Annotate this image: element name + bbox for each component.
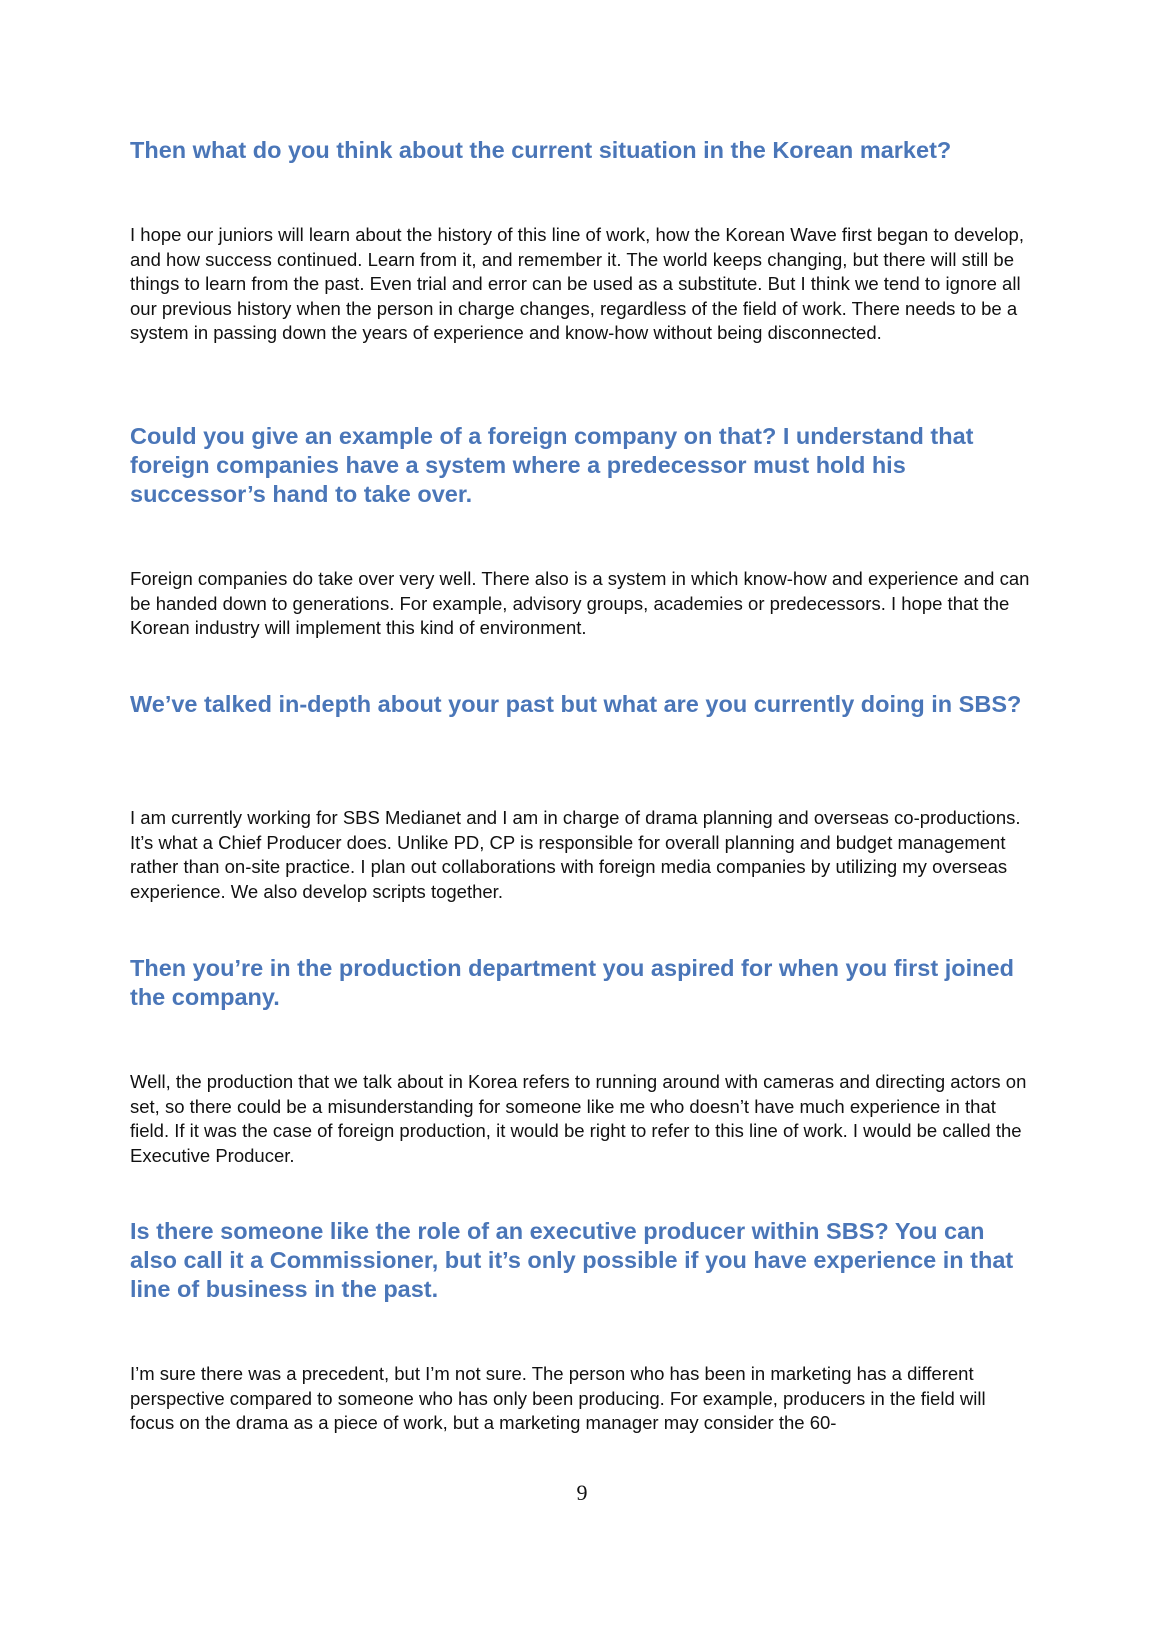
question-heading: We’ve talked in-depth about your past but what are you currently doing in SBS? (130, 691, 1022, 717)
answer-paragraph: Well, the production that we talk about in Korea refers to running around with cameras and directing actors on set, so there could be a misunderstanding for someone like me who doesn’t have much experience in that field. If it was the case of foreign production, it would be right to refer to this line of work. I would be called the Executive Producer. (130, 1071, 1027, 1166)
question-heading: Could you give an example of a foreign company on that? I understand that foreign companies have a system where a predecessor must hold his successor’s hand to take over. (130, 423, 974, 507)
answer-paragraph: I am currently working for SBS Medianet and I am in charge of drama planning and overseas co-productions. It’s what a Chief Producer does. Unlike PD, CP is responsible for overall planning and budget management rather than on-site practice. I plan out collaborations with foreign media companies by utilizing my overseas experience. We also develop scripts together. (130, 807, 1021, 902)
answer-paragraph: I hope our juniors will learn about the history of this line of work, how the Korean Wave first began to develop, and how success continued. Learn from it, and remember it. The world keeps changing, but there will still be things to learn from the past. Even trial and error can be used as a substitute. But I think we tend to ignore all our previous history when the person in charge changes, regardless of the field of work. There needs to be a system in passing down the years of experience and know-how without being disconnected. (130, 224, 1024, 343)
answer-paragraph: I’m sure there was a precedent, but I’m not sure. The person who has been in marketing has a different perspective compared to someone who has only been producing. For example, producers in the field will focus on the drama as a piece of work, but a marketing manager may consider the 60- (130, 1363, 986, 1433)
question-heading: Then what do you think about the current situation in the Korean market? (130, 137, 952, 163)
question-heading: Is there someone like the role of an executive producer within SBS? You can also call it a Commissioner, but it’s only possible if you have experience in that line of business in the past. (130, 1218, 1014, 1302)
question-heading: Then you’re in the production department you aspired for when you first joined the company. (130, 955, 1014, 1010)
answer-paragraph: Foreign companies do take over very well. There also is a system in which know-how and experience and can be handed down to generations. For example, advisory groups, academies or predecessors. I hope that the Korean industry will implement this kind of environment. (130, 568, 1030, 638)
page-number: 9 (576, 1480, 588, 1505)
